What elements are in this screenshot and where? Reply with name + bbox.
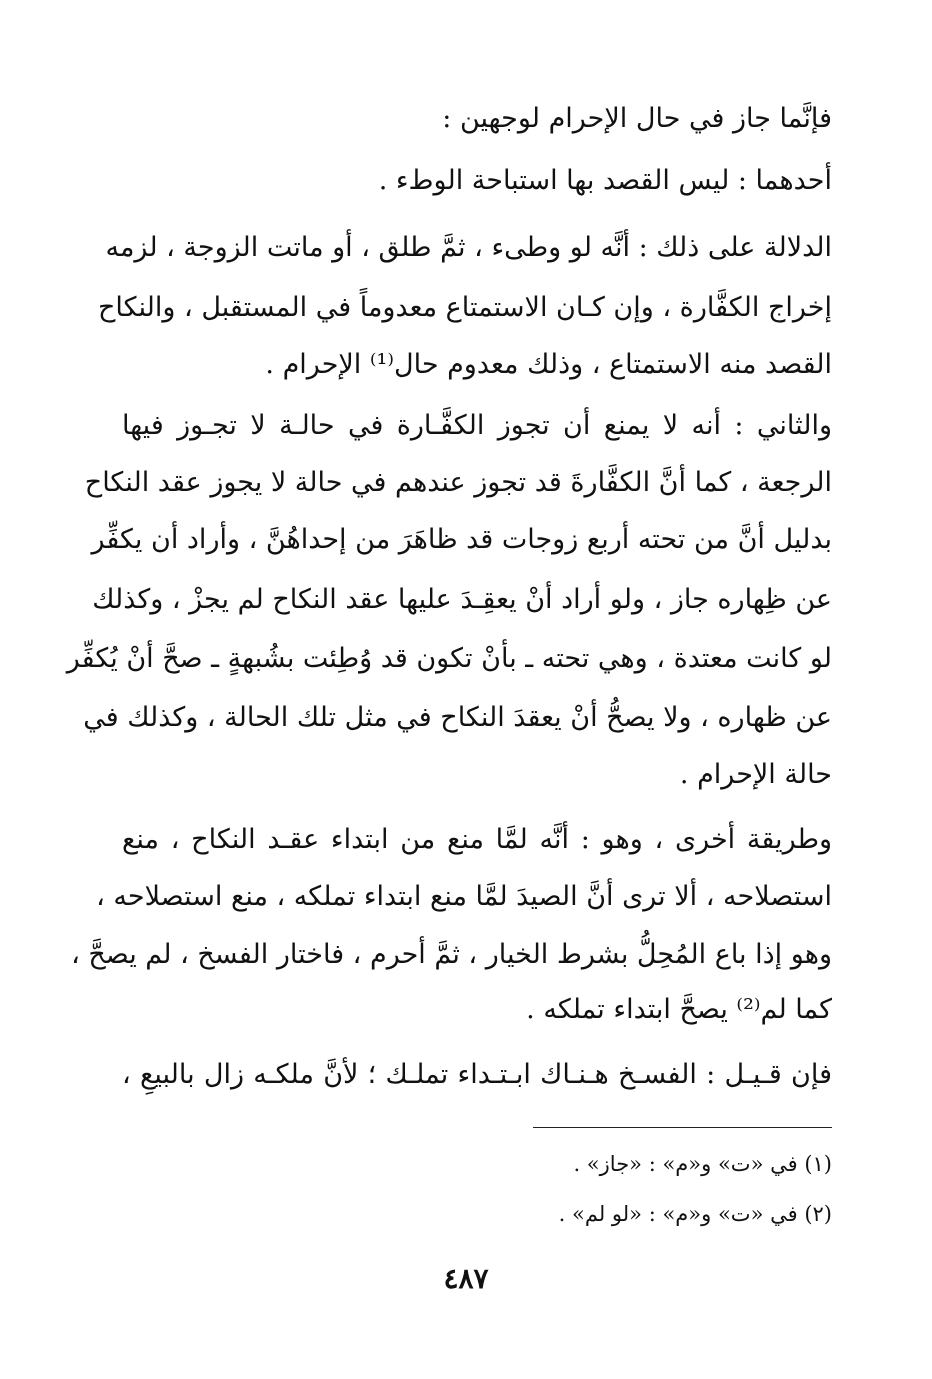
body-line-6: والثاني : أنه لا يمنع أن تجوز الكفَّـارة في حالـة لا تجـوز فيها [122, 410, 832, 441]
body-line-8: بدليل أنَّ من تحته أربع زوجات قد ظاهَرَ من إحداهُنَّ ، وأراد أن يكفِّر [91, 524, 832, 555]
body-line-17: فإن قـيـل : الفسـخ هـنـاك ابـتـداء تملـك ؛ لأنَّ ملكـه زال بالبيعِ ، [122, 1059, 832, 1090]
body-line-14: استصلاحه ، ألا ترى أنَّ الصيدَ لمَّا منع ابتداء تملكه ، منع استصلاحه ، [96, 881, 832, 912]
footnote-2: (٢) في «ت» و«م» : «لو لم» . [558, 1202, 832, 1226]
footnote-separator [533, 1127, 832, 1128]
body-line-15: وهو إذا باع المُحِلُّ بشرط الخيار ، ثمَّ أحرم ، فاختار الفسخ ، لم يصحَّ ، [71, 939, 832, 970]
body-line-1: فإنَّما جاز في حال الإحرام لوجهين : [442, 103, 832, 134]
body-line-9: عن ظِهاره جاز ، ولو أراد أنْ يعقِـدَ عليها عقد النكاح لم يجزْ ، وكذلك [92, 584, 832, 615]
page-number: ٤٨٧ [443, 1262, 489, 1295]
body-line-2: أحدهما : ليس القصد بها استباحة الوطء . [378, 165, 832, 196]
body-line-7: الرجعة ، كما أنَّ الكفَّارةَ قد تجوز عندهم في حالة لا يجوز عقد النكاح [84, 467, 832, 498]
body-line-5: القصد منه الاستمتاع ، وذلك معدوم حال⁽¹⁾ الإحرام . [265, 349, 832, 380]
body-line-16: كما لم⁽²⁾ يصحَّ ابتداء تملكه . [526, 994, 832, 1025]
body-line-13: وطريقة أخرى ، وهو : أنَّه لمَّا منع من ابتداء عقـد النكاح ، منع [122, 824, 832, 855]
body-line-10: لو كانت معتدة ، وهي تحته ـ بأنْ تكون قد وُطِئت بشُبهةٍ ـ صحَّ أنْ يُكفِّر [66, 643, 832, 674]
body-line-4: إخراج الكفَّارة ، وإن كـان الاستمتاع معدوماً في المستقبل ، والنكاح [97, 292, 832, 323]
footnote-1: (١) في «ت» و«م» : «جاز» . [573, 1152, 832, 1176]
body-line-12: حالة الإحرام . [679, 759, 832, 790]
body-line-11: عن ظهاره ، ولا يصحُّ أنْ يعقدَ النكاح في مثل تلك الحالة ، وكذلك في [83, 702, 832, 733]
body-line-3: الدلالة على ذلك : أنَّه لو وطىء ، ثمَّ طلق ، أو ماتت الزوجة ، لزمه [105, 232, 832, 263]
